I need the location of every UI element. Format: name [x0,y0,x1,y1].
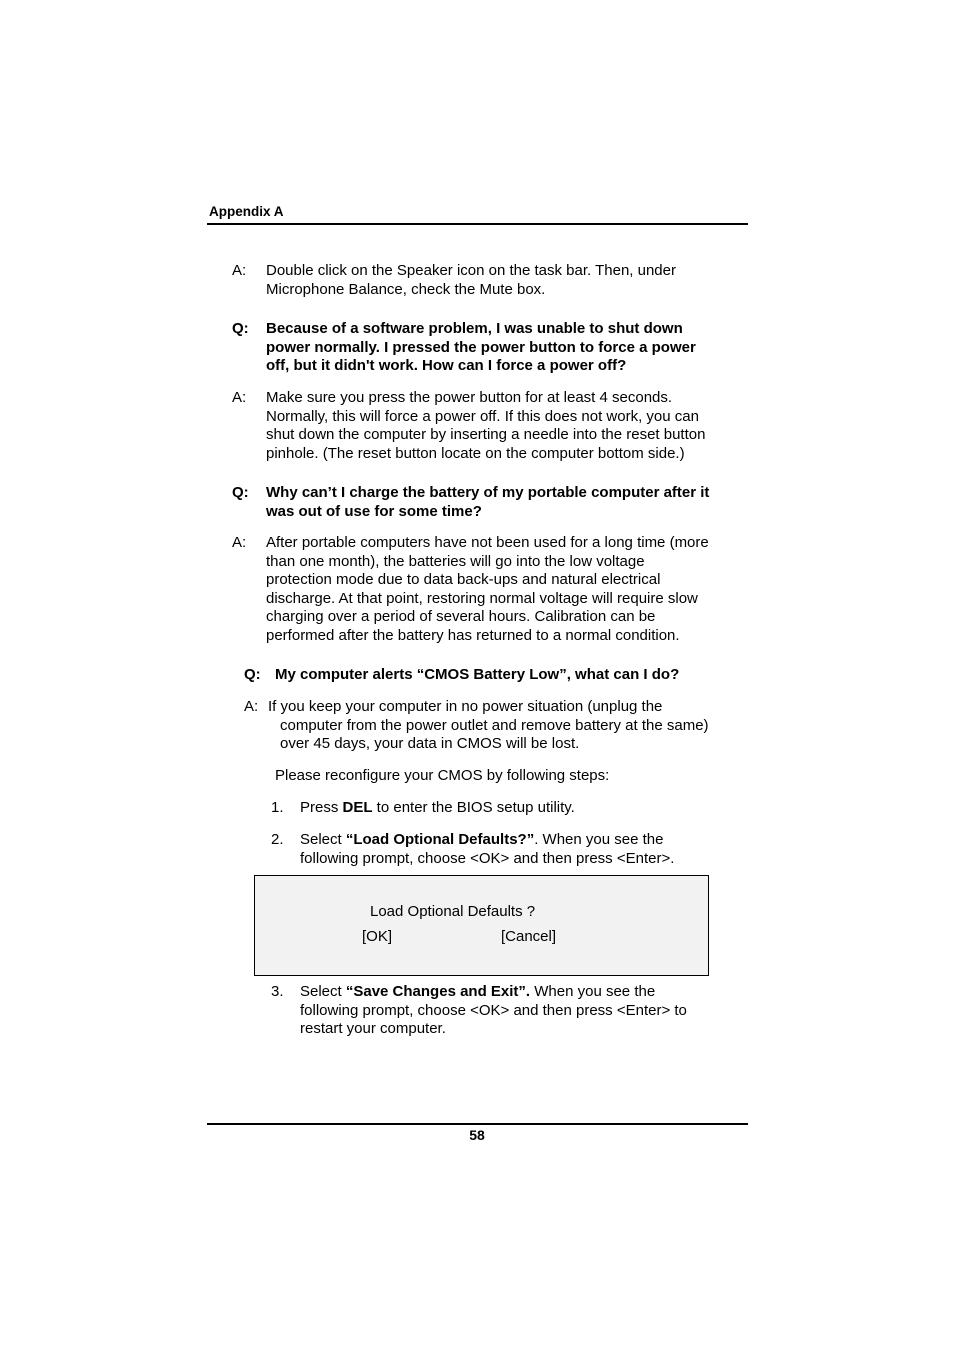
answer-text: After portable computers have not been used for a long time (more than one month), the batteries will go into the low voltage protection mode due to data back-ups and natural electrical discharge. At that point, restoring normal voltage will require slow charging over a period of several hours. Calibration can be performed after the battery has returned to a normal condition. [266,534,709,644]
answer-text: If you keep your computer in no power situation (unplug the computer from the power outlet and remove battery at the same) over 45 days, your data in CMOS will be lost. [268,698,709,752]
answer-label: A: [244,698,259,715]
answer-text: Make sure you press the power button for at least 4 seconds. Normally, this will force a power off. If this does not work, you can shut down the computer by inserting a needle into the reset button pinhole. (The reset button locate on the computer bottom side.) [266,389,706,462]
header-label: Appendix A [209,204,284,219]
bios-dialog [254,875,709,976]
dialog-ok-button[interactable]: [OK] [362,928,393,945]
answer-label: A: [232,534,247,551]
page-number: 58 [469,1127,485,1143]
question-text: My computer alerts “CMOS Battery Low”, what can I do? [275,666,680,683]
step-text: Press DEL to enter the BIOS setup utility. [300,799,575,816]
dialog-prompt: Load Optional Defaults ? [370,903,536,920]
question-label: Q: [232,320,249,337]
step-text: Select “Save Changes and Exit”. When you see the following prompt, choose <OK> and then press <Enter> to restart your computer. [300,983,687,1037]
question-label: Q: [244,666,261,683]
question-label: Q: [232,484,249,501]
header-rule [207,223,748,225]
intro-text: Please reconfigure your CMOS by following steps: [275,767,610,784]
footer-rule [207,1123,748,1125]
question-text: Because of a software problem, I was unable to shut down power normally. I pressed the power button to force a power off, but it didn't work. How can I force a power off? [266,320,696,374]
step-number: 3. [271,983,284,1000]
step-number: 2. [271,831,284,848]
answer-label: A: [232,389,247,406]
step-number: 1. [271,799,284,816]
answer-label: A: [232,262,247,279]
answer-text: Double click on the Speaker icon on the task bar. Then, under Microphone Balance, check the Mute box. [266,262,676,298]
step-text: Select “Load Optional Defaults?”. When you see the following prompt, choose <OK> and then press <Enter>. [300,831,675,867]
question-text: Why can’t I charge the battery of my portable computer after it was out of use for some time? [266,484,710,520]
dialog-cancel-button[interactable]: [Cancel] [501,928,557,945]
